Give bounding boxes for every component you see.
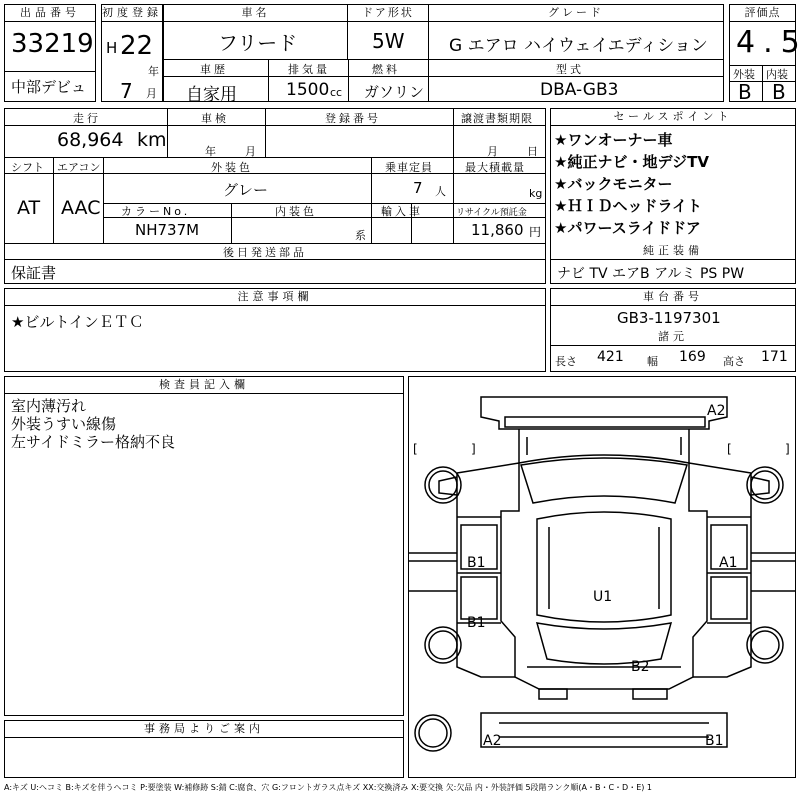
office-label: 事務局よりご案内 [5,721,403,738]
mileage-label: 走行 [73,112,101,125]
ac-label: エアコン [57,161,101,174]
equipment-value: ナビ TV エアB アルミ PS PW [557,266,745,282]
legend-text: A:キズ U:ヘコミ B:キズを伴うヘコミ P:要塗装 W:補修跡 S:錆 C:腐食、穴 G:フロントガラス点キズ XX:交換済み X:要交換 欠:欠品 内・外装評価 5段階ランク順(A・B・C・D・E) 1 [4,783,653,792]
inspector-note-line: 外装うすい線傷 [11,415,117,433]
chassis-label: 車台番号 [551,289,795,306]
exterior-label: 外装 [733,68,755,81]
load-unit: kg [529,187,543,200]
fuel-value: ガソリン [364,83,425,101]
load-label: 最大積載量 [465,161,525,174]
registration-box [101,4,163,102]
interior-color-unit: 系 [355,229,366,242]
car-name: フリード [218,31,298,55]
bracket-left-open: [ [413,442,418,456]
sales-label: セールスポイント [551,109,795,126]
sales-point-item: ★純正ナビ・地デジTV [554,153,709,171]
recycle-label: リサイクル預託金 [456,208,527,218]
reg-label: 初度登録 [102,5,162,22]
capacity-label: 乗車定員 [385,161,433,174]
bracket-right-open: [ [727,442,732,456]
lot-label: 出品番号 [5,5,95,22]
details-box [4,108,546,284]
inspector-label: 検査員記入欄 [5,377,403,394]
reg-month: 7 [120,79,133,103]
chassis-number: GB3-1197301 [617,309,721,327]
door-label: ドア形状 [348,5,428,22]
height-value: 171 [761,349,788,365]
car-outline-svg [409,377,795,777]
grade-value: G エアロ ハイウェイエディション [449,36,708,56]
era: H [106,39,118,57]
equipment-label: 純正装備 [551,243,795,260]
score-value: 4.5 [736,25,808,60]
shift-value: AT [17,197,41,219]
damage-mark-rear-bumper-left: A2 [483,733,502,749]
grade-label: グレード [429,5,723,22]
mileage-unit: km [137,129,167,151]
year-unit: 年 [148,65,159,78]
inspector-note-line: 左サイドミラー格納不良 [11,433,175,451]
bracket-right-close: ] [785,442,790,456]
plate-label: 登録番号 [325,112,381,125]
history-row [163,59,724,105]
length-label: 長さ [555,355,577,368]
transfer-label: 譲渡書類期限 [461,112,533,125]
reg-year: 22 [120,31,154,61]
damage-mark-tailgate: B2 [631,659,650,675]
width-value: 169 [679,349,706,365]
car-name-box [163,4,348,60]
debut-text: 中部デビュ [11,78,87,96]
damage-mark-left-rear-door: B1 [467,615,486,631]
model-value: DBA-GB3 [540,80,619,100]
model-label: 型式 [556,63,584,76]
door-value: 5W [372,29,405,53]
transfer-day-unit: 日 [527,145,538,158]
sales-point-item: ★ＨＩＤヘッドライト [554,197,702,215]
name-label: 車名 [164,5,347,22]
mileage-value: 68,964 [57,129,124,151]
damage-mark-right-front-door: A1 [719,555,738,571]
bracket-left-close: ] [471,442,476,456]
lot-box [4,4,96,102]
car-diagram [408,376,796,778]
transfer-month-unit: 月 [487,145,498,158]
height-label: 高さ [723,355,745,368]
chassis-box [550,288,796,372]
displacement-unit: cc [330,86,343,99]
interior-grade: B [772,80,786,104]
damage-mark-left-front-door: B1 [467,555,486,571]
displacement-value: 1500 [286,80,330,100]
notes-label: 注意事項欄 [5,289,545,306]
length-value: 421 [597,349,624,365]
damage-mark-rear-bumper-right: B1 [705,733,724,749]
later-parts-label: 後日発送部品 [223,246,307,259]
sales-point-item: ★バックモニター [554,175,673,193]
color-value: グレー [223,181,269,199]
width-label: 幅 [647,355,658,368]
damage-mark-roof: U1 [593,589,613,605]
grade-box [428,4,724,60]
history-label: 車歴 [200,63,228,76]
door-box [347,4,429,60]
lot-number: 33219 [11,29,94,59]
sales-point-item: ★パワースライドドア [554,219,701,237]
inspector-note-line: 室内薄汚れ [11,397,87,415]
recycle-value: 11,860 [471,221,524,239]
sales-points-list [554,129,709,239]
import-label: 輸入車 [381,205,423,218]
month-unit: 月 [146,87,157,100]
shift-label: シフト [11,161,44,174]
sales-box [550,108,796,284]
inspection-label: 車検 [201,112,229,125]
score-box [729,4,808,104]
notes-box [4,288,546,372]
sales-point-item: ★ワンオーナー車 [554,131,673,149]
notes-text: ★ビルトインＥＴＣ [11,313,144,331]
capacity-value: 7 [413,179,423,197]
inspector-lines [11,397,175,451]
ac-value: AAC [61,197,101,219]
color-label: 外装色 [211,161,253,174]
capacity-unit: 人 [435,185,446,198]
interior-color-label: 内装色 [275,205,317,218]
interior-label: 内装 [766,68,788,81]
color-no-label: カラーNo. [121,205,191,218]
recycle-unit: 円 [529,225,542,239]
fuel-label: 燃料 [372,63,400,76]
score-label: 評価点 [730,5,795,22]
later-parts-value: 保証書 [11,264,57,282]
dims-label: 諸元 [551,329,795,346]
displacement-label: 排気量 [288,63,330,76]
office-box [4,720,404,778]
inspection-month-unit: 月 [245,145,256,158]
exterior-grade: B [738,80,752,104]
history-value: 自家用 [186,85,237,105]
color-no-value: NH737M [135,221,200,239]
inspector-box [4,376,404,716]
inspection-year-unit: 年 [205,145,216,158]
damage-mark-front-bumper: A2 [707,403,726,419]
